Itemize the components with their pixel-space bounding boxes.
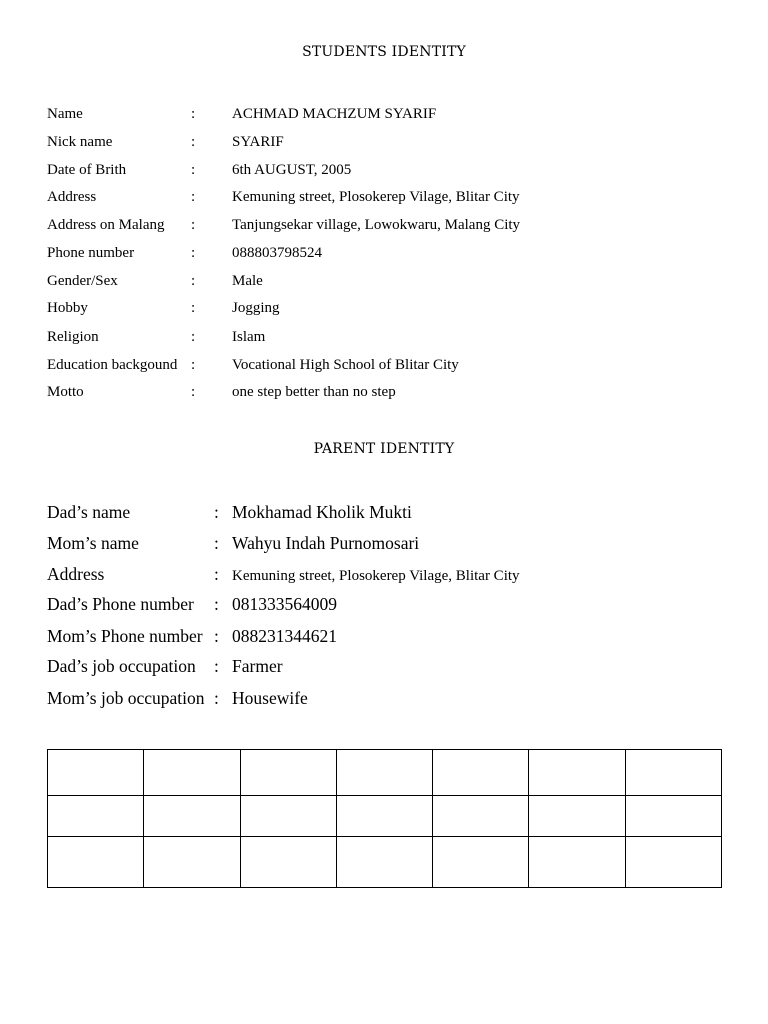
table-cell (336, 796, 432, 837)
field-value: Tanjungsekar village, Lowokwaru, Malang City (232, 217, 521, 233)
field-separator: : (214, 656, 219, 676)
field-separator: : (191, 300, 196, 316)
field-value: 088803798524 (232, 245, 322, 261)
table-cell (48, 837, 144, 888)
table-row (48, 796, 722, 837)
field-label: Nick name (47, 134, 113, 150)
field-separator: : (214, 688, 219, 708)
field-label: Name (47, 106, 83, 122)
students-identity-heading: STUDENTS IDENTITY (302, 44, 466, 60)
field-value: Kemuning street, Plosokerep Vilage, Blitar City (232, 189, 520, 205)
table-cell (625, 837, 721, 888)
field-value: Mokhamad Kholik Mukti (232, 502, 412, 522)
table-cell (240, 837, 336, 888)
table-cell (433, 837, 529, 888)
field-separator: : (191, 245, 196, 261)
table-cell (144, 837, 240, 888)
field-label: Dad’s job occupation (47, 656, 196, 676)
table-cell (433, 796, 529, 837)
field-value: Housewife (232, 688, 308, 708)
field-value: Jogging (232, 300, 280, 316)
table-cell (48, 750, 144, 796)
field-label: Address (47, 564, 105, 584)
table-cell (529, 796, 625, 837)
field-separator: : (191, 106, 196, 122)
field-separator: : (214, 626, 219, 646)
table-cell (336, 750, 432, 796)
field-separator: : (191, 357, 196, 373)
field-separator: : (191, 273, 196, 289)
table-cell (625, 796, 721, 837)
field-separator: : (191, 384, 196, 400)
table-cell (625, 750, 721, 796)
field-separator: : (191, 217, 196, 233)
field-value: Vocational High School of Blitar City (232, 357, 459, 373)
field-label: Mom’s Phone number (47, 626, 203, 646)
field-label: Phone number (47, 245, 135, 261)
table-row (48, 750, 722, 796)
empty-grid-table (47, 749, 722, 888)
table-cell (529, 837, 625, 888)
field-label: Dad’s Phone number (47, 594, 194, 614)
field-separator: : (214, 533, 219, 553)
field-value: one step better than no step (232, 384, 396, 400)
field-separator: : (214, 594, 219, 614)
field-value: Wahyu Indah Purnomosari (232, 533, 420, 553)
field-label: Religion (47, 329, 99, 345)
field-label: Mom’s job occupation (47, 688, 205, 708)
field-value: Kemuning street, Plosokerep Vilage, Blitar City (232, 568, 520, 584)
field-label: Hobby (47, 300, 88, 316)
field-label: Motto (47, 384, 84, 400)
field-value: Farmer (232, 656, 283, 676)
field-value: ACHMAD MACHZUM SYARIF (232, 106, 437, 122)
field-value: Male (232, 273, 263, 289)
field-label: Education backgound (47, 357, 178, 373)
field-label: Mom’s name (47, 533, 139, 553)
parent-identity-heading: PARENT IDENTITY (313, 441, 455, 457)
field-label: Dad’s name (47, 502, 131, 522)
table-row (48, 837, 722, 888)
field-value: SYARIF (232, 134, 284, 150)
table-cell (240, 750, 336, 796)
field-separator: : (191, 162, 196, 178)
table-cell (336, 837, 432, 888)
field-value: 088231344621 (232, 626, 337, 646)
table-cell (529, 750, 625, 796)
field-separator: : (191, 189, 196, 205)
field-separator: : (191, 134, 196, 150)
table-cell (48, 796, 144, 837)
field-label: Gender/Sex (47, 273, 118, 289)
field-label: Address (47, 189, 97, 205)
table-cell (144, 750, 240, 796)
table-cell (144, 796, 240, 837)
field-value: Islam (232, 329, 266, 345)
field-separator: : (191, 329, 196, 345)
field-value: 6th AUGUST, 2005 (232, 162, 352, 178)
table-cell (240, 796, 336, 837)
field-separator: : (214, 564, 219, 584)
field-separator: : (214, 502, 219, 522)
field-value: 081333564009 (232, 594, 337, 614)
field-label: Address on Malang (47, 217, 165, 233)
table-cell (433, 750, 529, 796)
field-label: Date of Brith (47, 162, 127, 178)
